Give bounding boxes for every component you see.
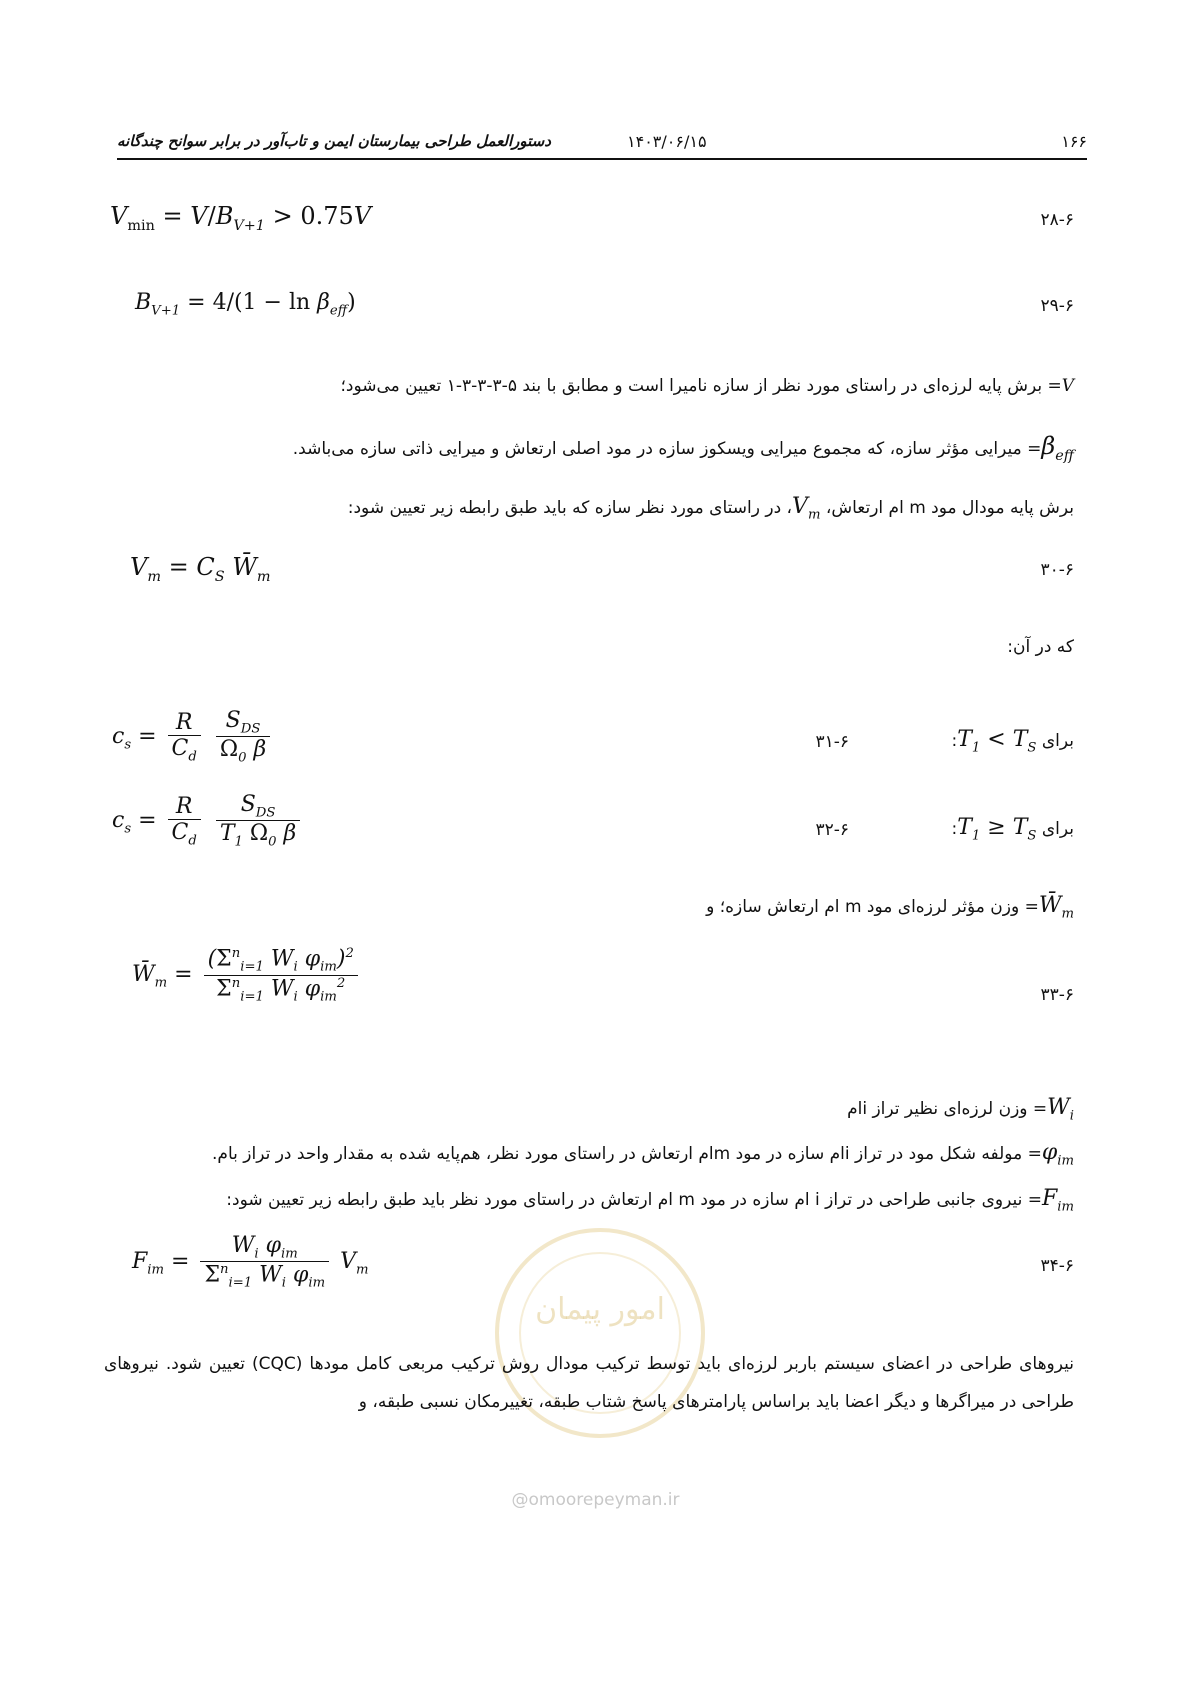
final-paragraph: نیروهای طراحی در اعضای سیستم باربر لرزه‌ای باید توسط ترکیب مودال روش ترکیب مربعی کامل مودها (CQC) تعیین شود. نیروهای طراحی در میراگرها و دیگر اعضا باید براساس پارامترهای پاسخ شتاب طبقه، تغییرمکان نسبی طبقه، و <box>104 1354 1074 1412</box>
symbol-wm: $W̄_m$ <box>1038 893 1074 922</box>
equation-29-number: ۲۹-۶ <box>1040 296 1074 316</box>
equation-33-number: ۳۳-۶ <box>1040 985 1074 1005</box>
equation-30: $V_m = C_S$ $W̄_m$ <box>130 553 271 585</box>
watermark-logo: امور پیمان <box>495 1228 705 1438</box>
symbol-vm: $V_m$ <box>792 494 821 523</box>
definition-phi: $\varphi_{im}=$ مولفه شکل مود در تراز iام سازه در مود mام ارتعاش در راستای مورد نظر، هم‌پایه شده به مقدار واحد در تراز بام. <box>212 1140 1074 1169</box>
equation-33: $W̄_m$ = $\frac{(\Sigma^n_{i=1} W_i \varphi_{im})^2}{\Sigma^n_{i=1} W_i \varphi_{im}^2}$ <box>132 946 362 1004</box>
symbol-v: V <box>1061 376 1074 396</box>
equation-29: $B_{V+1} = 4/(1 - \ln \beta_{eff})$ <box>135 290 356 319</box>
watermark-url: @omoorepeyman.ir <box>511 1490 680 1510</box>
equation-28-number: ۲۸-۶ <box>1040 210 1074 230</box>
vm-intro: برش پایه مودال مود m ام ارتعاش، $V_m،$ در راستای مورد نظر سازه که باید طبق رابطه زیر تعیین شود: <box>347 494 1074 523</box>
header-date: ۱۴۰۳/۰۶/۱۵ <box>627 132 707 151</box>
symbol-wi: $W_i$ <box>1047 1095 1074 1124</box>
equation-34-number: ۳۴-۶ <box>1040 1256 1074 1276</box>
equation-32-number: ۳۲-۶ <box>815 820 849 840</box>
page-header <box>117 128 1087 160</box>
definition-fim: $F_{im}=$ نیروی جانبی طراحی در تراز i ام سازه در مود m ام ارتعاش در راستای مورد نظر باید طبق رابطه زیر تعیین شود: <box>226 1186 1074 1215</box>
condition-32: برای $T_1 \ge T_S$: <box>951 815 1074 844</box>
page-number: ۱۶۶ <box>1061 132 1087 151</box>
equation-30-number: ۳۰-۶ <box>1040 560 1074 580</box>
symbol-fim: $F_{im}$ <box>1042 1186 1074 1215</box>
definition-beta: $\beta_{eff}=$ میرایی مؤثر سازه، که مجموع میرایی ویسکوز سازه در مود اصلی ارتعاش و میرایی ذاتی سازه می‌باشد. <box>292 432 1074 464</box>
definition-wm: $W̄_m=$ وزن مؤثر لرزه‌ای مود m ام ارتعاش سازه؛ و <box>706 893 1074 922</box>
condition-31: برای $T_1 < T_S$: <box>951 727 1074 756</box>
equation-28: $V_{min} = V/B_{V+1} > 0.75V$ <box>110 202 372 234</box>
where-label: که در آن: <box>1007 637 1074 657</box>
equation-32: $c_s$ = $\frac{R}{C_d}$ $\frac{S_{DS}}{T_1 \Omega_0 \beta}$ <box>112 792 304 850</box>
equation-31-number: ۳۱-۶ <box>815 732 849 752</box>
symbol-beta-eff: $\beta_{eff}$ <box>1041 432 1074 464</box>
equation-31: $c_s$ = $\frac{R}{C_d}$ $\frac{S_{DS}}{\Omega_0 \beta}$ <box>112 708 274 766</box>
symbol-phi-im: $\varphi_{im}$ <box>1041 1140 1074 1169</box>
definition-wi: $W_i=$ وزن لرزه‌ای نظیر تراز iام <box>847 1095 1074 1124</box>
definition-v: V= برش پایه لرزه‌ای در راستای مورد نظر از سازه نامیرا است و مطابق با بند ۵-۳-۳-۳-۱ تعیین می‌شود؛ <box>340 376 1074 396</box>
header-title: دستورالعمل طراحی بیمارستان ایمن و تاب‌آور در برابر سوانح چندگانه <box>117 132 551 150</box>
equation-34: $F_{im}$ = $\frac{W_i \varphi_{im}}{\Sigma^n_{i=1} W_i \varphi_{im}}$ $V_m$ <box>132 1233 369 1292</box>
